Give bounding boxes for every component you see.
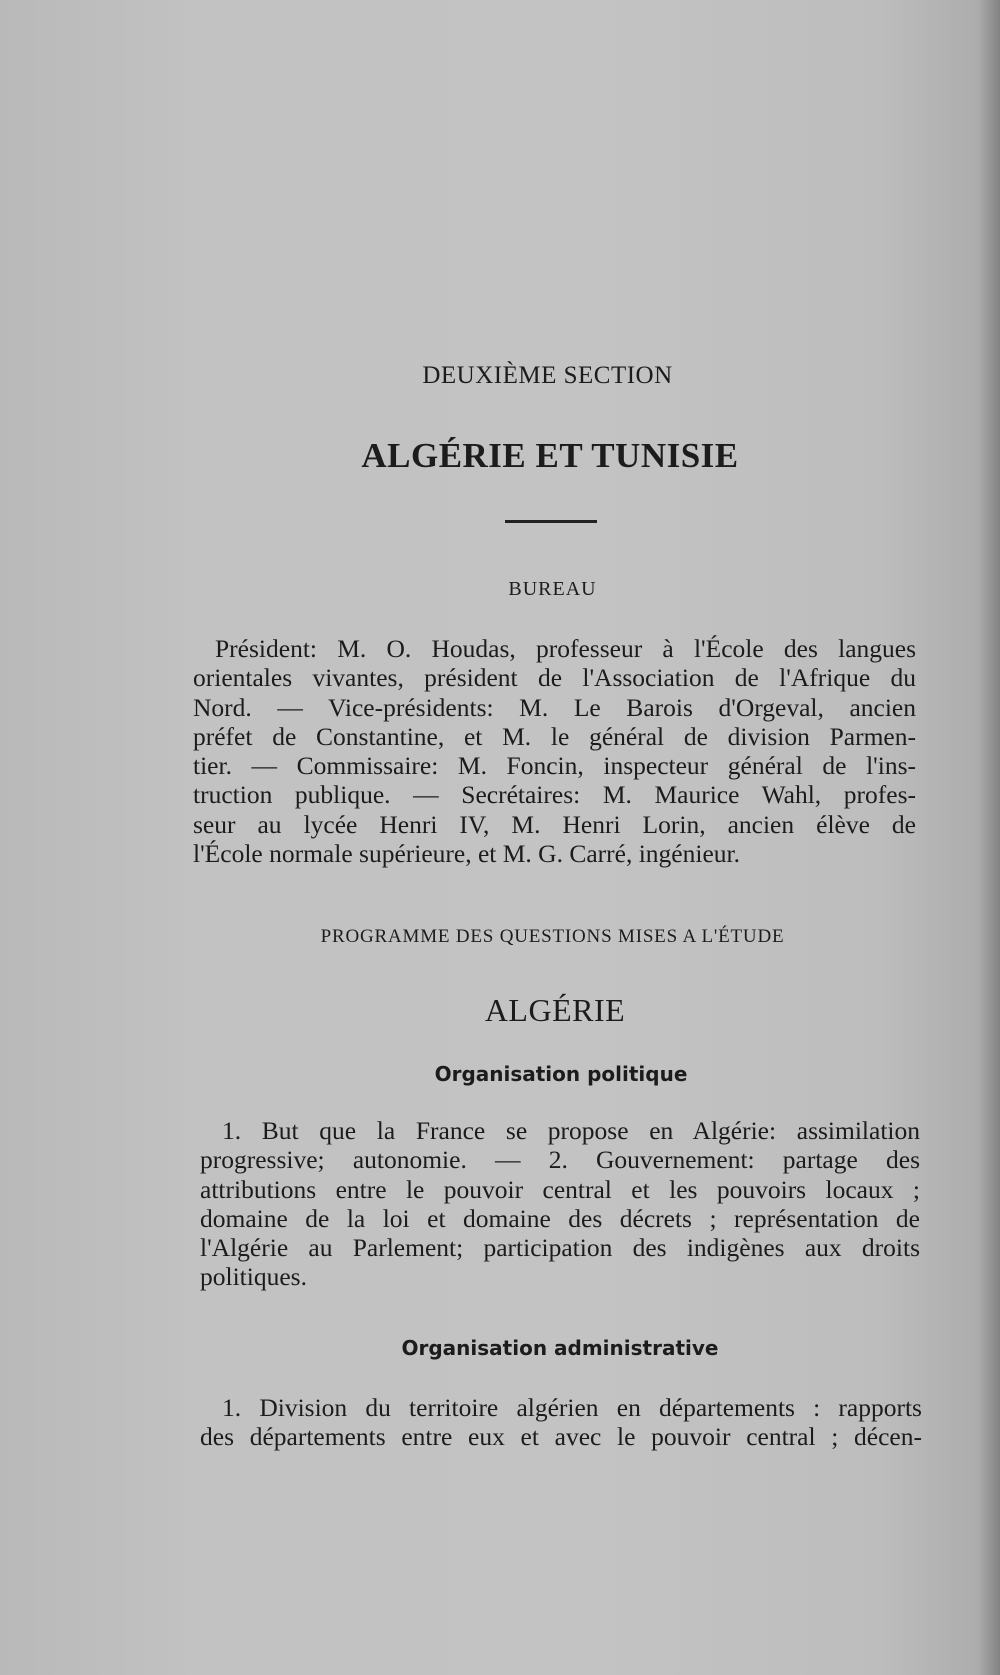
political-line: domaine de la loi et domaine des décrets ; représentation de xyxy=(200,1203,920,1233)
political-line: progressive; autonomie. — 2. Gouvernement: partage des xyxy=(200,1145,920,1175)
divider-rule xyxy=(505,520,597,523)
administrative-line: 1. Division du territoire algérien en départements : rapports xyxy=(222,1393,922,1422)
bureau-line: tier. — Commissaire: M. Foncin, inspecteur général de l'ins- xyxy=(193,751,916,781)
bureau-line: truction publique. — Secrétaires: M. Maurice Wahl, profes- xyxy=(193,780,916,810)
political-paragraph xyxy=(200,1116,920,1292)
bureau-heading: BUREAU xyxy=(508,578,597,600)
political-line: attributions entre le pouvoir central et les pouvoirs locaux ; xyxy=(200,1174,920,1204)
political-line: 1. But que la France se propose en Algérie: assimilation xyxy=(222,1116,920,1145)
administrative-line: des départements entre eux et avec le pouvoir central ; décen- xyxy=(200,1422,922,1452)
political-line: politiques. xyxy=(200,1262,307,1292)
bureau-line: orientales vivantes, président de l'Association de l'Afrique du xyxy=(193,663,916,693)
section-label: DEUXIÈME SECTION xyxy=(422,362,673,389)
bureau-line: Nord. — Vice-présidents: M. Le Barois d'Orgeval, ancien xyxy=(193,692,916,722)
administrative-heading: Organisation administrative xyxy=(401,1336,719,1360)
administrative-paragraph xyxy=(200,1393,922,1452)
bureau-line: l'École normale supérieure, et M. G. Carré, ingénieur. xyxy=(193,839,740,869)
bureau-line: préfet de Constantine, et M. le général de division Parmen- xyxy=(193,721,916,751)
programme-heading: PROGRAMME DES QUESTIONS MISES A L'ÉTUDE xyxy=(320,926,785,947)
bureau-paragraph xyxy=(193,634,916,868)
bureau-line: Président: M. O. Houdas, professeur à l'École des langues xyxy=(215,634,916,663)
bureau-line: seur au lycée Henri IV, M. Henri Lorin, ancien élève de xyxy=(193,809,916,839)
region-title: ALGÉRIE xyxy=(484,992,626,1028)
political-heading: Organisation politique xyxy=(434,1062,688,1086)
political-line: l'Algérie au Parlement; participation des indigènes aux droits xyxy=(200,1233,920,1263)
page-edge-shadow xyxy=(978,0,1000,1675)
main-title: ALGÉRIE ET TUNISIE xyxy=(361,436,739,475)
